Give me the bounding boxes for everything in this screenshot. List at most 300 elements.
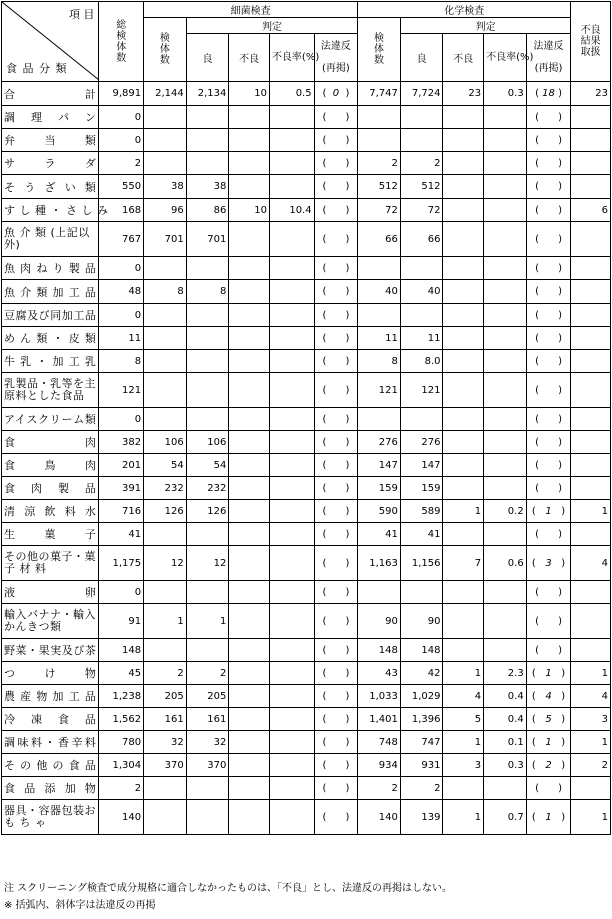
cell-b-rate xyxy=(269,477,314,500)
chem-violation-cell: ( ) xyxy=(526,604,571,639)
chem-violation-cell: ( 1 ) xyxy=(526,500,571,523)
cell-b-rate xyxy=(269,546,314,581)
food-category-name: め ん 類 ・ 皮 類 xyxy=(2,327,99,350)
food-category-name: 液 卵 xyxy=(2,581,99,604)
cell-b-good xyxy=(186,350,229,373)
cell-b-bad xyxy=(229,662,270,685)
cell-c-good: 2 xyxy=(400,777,443,800)
cell-b-rate xyxy=(269,581,314,604)
cell-c-rate: 0.4 xyxy=(484,685,527,708)
cell-b-good: 54 xyxy=(186,454,229,477)
total-bact-rate: 0.5 xyxy=(269,82,314,106)
cell-b-good: 161 xyxy=(186,708,229,731)
cell-c-good: 139 xyxy=(400,800,443,835)
cell-c-good: 90 xyxy=(400,604,443,639)
cell-total: 0 xyxy=(99,106,144,129)
cell-result xyxy=(571,257,611,280)
cell-result xyxy=(571,152,611,175)
bact-violation-cell: ( ) xyxy=(314,454,358,477)
cell-c-n: 66 xyxy=(358,222,401,257)
cell-c-good: 931 xyxy=(400,754,443,777)
cell-c-rate xyxy=(484,222,527,257)
bact-rate-header: 不良率(%) xyxy=(269,34,314,82)
cell-c-rate xyxy=(484,604,527,639)
cell-total: 382 xyxy=(99,431,144,454)
cell-c-good: 512 xyxy=(400,175,443,199)
cell-b-n: 205 xyxy=(144,685,187,708)
cell-b-good: 701 xyxy=(186,222,229,257)
cell-result xyxy=(571,129,611,152)
cell-c-n: 934 xyxy=(358,754,401,777)
table-row xyxy=(2,546,611,581)
cell-result: 1 xyxy=(571,731,611,754)
cell-b-good: 2 xyxy=(186,662,229,685)
cell-c-n: 748 xyxy=(358,731,401,754)
cell-b-good xyxy=(186,129,229,152)
cell-b-n xyxy=(144,523,187,546)
cell-c-bad xyxy=(443,373,484,408)
cell-result: 2 xyxy=(571,754,611,777)
cell-c-good xyxy=(400,304,443,327)
cell-b-rate xyxy=(269,800,314,835)
cell-c-bad xyxy=(443,777,484,800)
food-category-name: 輸入バナナ・輸入かんきつ類 xyxy=(2,604,99,639)
cell-total: 8 xyxy=(99,350,144,373)
cell-total: 1,175 xyxy=(99,546,144,581)
cell-c-n xyxy=(358,129,401,152)
food-category-name: 食 肉 製 品 xyxy=(2,477,99,500)
cell-b-bad xyxy=(229,222,270,257)
bact-violation-cell: ( ) xyxy=(314,754,358,777)
cell-c-good xyxy=(400,129,443,152)
bact-judgment-header: 判定 xyxy=(186,18,358,34)
cell-b-good: 232 xyxy=(186,477,229,500)
total-chem-good: 7,724 xyxy=(400,82,443,106)
chem-violation-cell: ( 2 ) xyxy=(526,754,571,777)
cell-c-n: 43 xyxy=(358,662,401,685)
cell-b-bad xyxy=(229,604,270,639)
cell-c-rate: 0.7 xyxy=(484,800,527,835)
cell-b-bad xyxy=(229,350,270,373)
cell-b-rate xyxy=(269,152,314,175)
cell-c-rate xyxy=(484,639,527,662)
cell-b-bad xyxy=(229,754,270,777)
cell-b-bad xyxy=(229,129,270,152)
bact-violation-cell: ( ) xyxy=(314,199,358,222)
cell-result xyxy=(571,581,611,604)
cell-c-n: 41 xyxy=(358,523,401,546)
cell-total: 391 xyxy=(99,477,144,500)
cell-result xyxy=(571,431,611,454)
cell-c-n: 2 xyxy=(358,152,401,175)
cell-c-good: 121 xyxy=(400,373,443,408)
table-row xyxy=(2,581,611,604)
cell-c-n: 40 xyxy=(358,280,401,304)
cell-c-good: 42 xyxy=(400,662,443,685)
food-category-name: 農 産 物 加 工 品 xyxy=(2,685,99,708)
bact-violation-cell: ( ) xyxy=(314,604,358,639)
food-category-name: 魚介類加工品 xyxy=(2,280,99,304)
cell-b-rate xyxy=(269,408,314,431)
chem-violation-cell: ( ) xyxy=(526,639,571,662)
chem-violation-cell: ( ) xyxy=(526,350,571,373)
cell-b-good xyxy=(186,106,229,129)
bact-violation-cell: ( ) xyxy=(314,777,358,800)
header-diagonal-cell xyxy=(2,2,99,82)
table-row xyxy=(2,777,611,800)
food-category-name: 乳製品・乳等を主原料とした食品 xyxy=(2,373,99,408)
cell-b-rate xyxy=(269,500,314,523)
cell-c-rate: 0.6 xyxy=(484,546,527,581)
cell-total: 148 xyxy=(99,639,144,662)
cell-c-good xyxy=(400,408,443,431)
cell-b-rate xyxy=(269,731,314,754)
chem-violation-cell: ( ) xyxy=(526,222,571,257)
cell-result xyxy=(571,350,611,373)
cell-c-rate: 0.4 xyxy=(484,708,527,731)
cell-c-n: 1,033 xyxy=(358,685,401,708)
bact-violation-cell: ( ) xyxy=(314,257,358,280)
cell-total: 168 xyxy=(99,199,144,222)
cell-c-bad xyxy=(443,106,484,129)
cell-c-n: 90 xyxy=(358,604,401,639)
cell-c-good: 747 xyxy=(400,731,443,754)
cell-b-n: 32 xyxy=(144,731,187,754)
bact-violation-cell: ( ) xyxy=(314,731,358,754)
cell-c-rate xyxy=(484,304,527,327)
cell-c-n xyxy=(358,408,401,431)
cell-b-bad: 10 xyxy=(229,199,270,222)
cell-result xyxy=(571,408,611,431)
cell-c-bad xyxy=(443,175,484,199)
cell-c-rate xyxy=(484,373,527,408)
table-row xyxy=(2,523,611,546)
food-category-name: 魚 介 類 (上記以外) xyxy=(2,222,99,257)
bact-violation-cell: ( ) xyxy=(314,280,358,304)
cell-total: 1,238 xyxy=(99,685,144,708)
cell-b-good: 1 xyxy=(186,604,229,639)
cell-c-good: 1,396 xyxy=(400,708,443,731)
inspection-results-table xyxy=(1,1,611,835)
cell-result xyxy=(571,639,611,662)
cell-c-good xyxy=(400,581,443,604)
cell-b-rate xyxy=(269,523,314,546)
table-row xyxy=(2,754,611,777)
cell-b-n: 2 xyxy=(144,662,187,685)
cell-total: 0 xyxy=(99,304,144,327)
cell-result xyxy=(571,280,611,304)
cell-result xyxy=(571,604,611,639)
bact-violation-cell: ( ) xyxy=(314,431,358,454)
chem-violation-cell: ( ) xyxy=(526,431,571,454)
cell-c-good: 148 xyxy=(400,639,443,662)
violation-count: 1 xyxy=(545,736,552,748)
bact-violation-cell: ( ) xyxy=(314,523,358,546)
cell-b-good xyxy=(186,581,229,604)
cell-total: 121 xyxy=(99,373,144,408)
cell-b-n xyxy=(144,800,187,835)
cell-c-good: 1,156 xyxy=(400,546,443,581)
cell-b-rate xyxy=(269,373,314,408)
cell-b-rate xyxy=(269,708,314,731)
cell-b-good xyxy=(186,523,229,546)
cell-b-n: 1 xyxy=(144,604,187,639)
cell-b-rate xyxy=(269,604,314,639)
cell-c-n: 1,163 xyxy=(358,546,401,581)
chem-violation-header: 法違反 (再掲) xyxy=(526,34,571,82)
cell-c-n: 2 xyxy=(358,777,401,800)
food-category-name: 食 肉 xyxy=(2,431,99,454)
cell-b-good xyxy=(186,777,229,800)
cell-b-n xyxy=(144,304,187,327)
cell-b-good xyxy=(186,373,229,408)
cell-total: 1,562 xyxy=(99,708,144,731)
bact-violation-cell: ( ) xyxy=(314,222,358,257)
total-chem-bad: 23 xyxy=(443,82,484,106)
cell-b-n: 232 xyxy=(144,477,187,500)
cell-b-bad xyxy=(229,280,270,304)
cell-b-bad xyxy=(229,800,270,835)
food-category-name: 器具・容器包装お も ち ゃ xyxy=(2,800,99,835)
cell-c-rate xyxy=(484,129,527,152)
cell-b-bad xyxy=(229,408,270,431)
cell-c-n xyxy=(358,106,401,129)
cell-b-bad xyxy=(229,546,270,581)
bact-violation-cell: ( ) xyxy=(314,581,358,604)
cell-c-rate: 0.1 xyxy=(484,731,527,754)
cell-b-rate xyxy=(269,327,314,350)
bact-violation-cell: ( ) xyxy=(314,175,358,199)
cell-b-n: 12 xyxy=(144,546,187,581)
cell-c-bad xyxy=(443,454,484,477)
cell-b-bad xyxy=(229,477,270,500)
table-row xyxy=(2,431,611,454)
cell-b-good xyxy=(186,639,229,662)
cell-b-bad xyxy=(229,152,270,175)
cell-b-n xyxy=(144,106,187,129)
cell-b-n xyxy=(144,408,187,431)
cell-c-n: 121 xyxy=(358,373,401,408)
cell-c-rate xyxy=(484,777,527,800)
food-category-name: す し 種 ・ さ し み xyxy=(2,199,99,222)
item-label: 項 目 xyxy=(68,8,95,21)
table-row xyxy=(2,327,611,350)
table-row xyxy=(2,662,611,685)
cell-c-n: 159 xyxy=(358,477,401,500)
cell-b-n: 54 xyxy=(144,454,187,477)
chem-violation-cell: ( ) xyxy=(526,327,571,350)
cell-b-rate xyxy=(269,454,314,477)
bact-violation-header: 法違反 (再掲) xyxy=(314,34,358,82)
bact-violation-cell: ( ) xyxy=(314,639,358,662)
cell-b-bad xyxy=(229,304,270,327)
chem-violation-cell: ( 5 ) xyxy=(526,708,571,731)
cell-c-n: 11 xyxy=(358,327,401,350)
bact-violation-cell: ( ) xyxy=(314,662,358,685)
cell-b-bad xyxy=(229,327,270,350)
cell-c-bad xyxy=(443,280,484,304)
cell-c-bad: 1 xyxy=(443,662,484,685)
cell-b-good: 8 xyxy=(186,280,229,304)
cell-c-rate xyxy=(484,523,527,546)
food-category-name: 冷 凍 食 品 xyxy=(2,708,99,731)
cell-result: 1 xyxy=(571,662,611,685)
chem-violation-cell: ( ) xyxy=(526,581,571,604)
cell-c-good xyxy=(400,106,443,129)
cell-b-n xyxy=(144,327,187,350)
bact-samples-header: 検体数 xyxy=(144,18,187,82)
cell-c-bad xyxy=(443,152,484,175)
cell-c-good xyxy=(400,257,443,280)
total-bact-bad: 10 xyxy=(229,82,270,106)
cell-b-bad xyxy=(229,373,270,408)
cell-c-bad xyxy=(443,199,484,222)
total-count: 9,891 xyxy=(99,82,144,106)
bact-violation-cell: ( ) xyxy=(314,304,358,327)
cell-c-bad: 1 xyxy=(443,800,484,835)
table-row xyxy=(2,454,611,477)
bact-good-header: 良 xyxy=(186,34,229,82)
cell-b-good xyxy=(186,800,229,835)
total-bact-samples: 2,144 xyxy=(144,82,187,106)
chem-violation-cell: ( ) xyxy=(526,257,571,280)
table-row xyxy=(2,304,611,327)
table-row xyxy=(2,280,611,304)
cell-b-bad xyxy=(229,523,270,546)
bact-violation-cell: ( ) xyxy=(314,350,358,373)
total-bact-good: 2,134 xyxy=(186,82,229,106)
cell-c-rate xyxy=(484,199,527,222)
cell-c-bad: 7 xyxy=(443,546,484,581)
cell-b-n: 106 xyxy=(144,431,187,454)
table-row xyxy=(2,800,611,835)
cell-c-rate: 2.3 xyxy=(484,662,527,685)
cell-c-n: 147 xyxy=(358,454,401,477)
cell-result: 3 xyxy=(571,708,611,731)
cell-b-rate xyxy=(269,685,314,708)
cell-c-bad xyxy=(443,408,484,431)
table-row xyxy=(2,350,611,373)
cell-b-bad xyxy=(229,708,270,731)
cell-c-n: 276 xyxy=(358,431,401,454)
cell-total: 0 xyxy=(99,129,144,152)
chem-violation-cell: ( 1 ) xyxy=(526,731,571,754)
cell-b-bad xyxy=(229,500,270,523)
cell-b-good: 86 xyxy=(186,199,229,222)
cell-c-n: 140 xyxy=(358,800,401,835)
cell-result xyxy=(571,454,611,477)
violation-count: 3 xyxy=(545,557,552,569)
cell-c-good: 66 xyxy=(400,222,443,257)
chem-violation-cell: ( 1 ) xyxy=(526,800,571,835)
cell-b-bad xyxy=(229,639,270,662)
table-row xyxy=(2,477,611,500)
total-chem-rate: 0.3 xyxy=(484,82,527,106)
cell-c-n: 590 xyxy=(358,500,401,523)
chem-violation-cell: ( ) xyxy=(526,373,571,408)
cell-total: 91 xyxy=(99,604,144,639)
cell-b-n: 370 xyxy=(144,754,187,777)
cell-c-n xyxy=(358,581,401,604)
footnote-screening: 注 スクリーニング検査で成分規格に適合しなかったものは、「不良」とし、法違反の再掲はしない。 xyxy=(4,883,452,894)
cell-c-good: 41 xyxy=(400,523,443,546)
cell-result xyxy=(571,523,611,546)
cell-result: 1 xyxy=(571,500,611,523)
cell-b-n xyxy=(144,350,187,373)
cell-c-bad xyxy=(443,350,484,373)
cell-b-good xyxy=(186,304,229,327)
bact-violation-cell: ( ) xyxy=(314,106,358,129)
table-row xyxy=(2,500,611,523)
table-row xyxy=(2,257,611,280)
chem-bad-header: 不良 xyxy=(443,34,484,82)
cell-c-rate xyxy=(484,581,527,604)
cell-c-rate xyxy=(484,280,527,304)
chem-violation-cell: ( 3 ) xyxy=(526,546,571,581)
cell-c-rate xyxy=(484,327,527,350)
cell-c-rate xyxy=(484,350,527,373)
cell-c-bad xyxy=(443,257,484,280)
cell-result xyxy=(571,373,611,408)
chem-violation-cell: ( ) xyxy=(526,777,571,800)
cell-b-n xyxy=(144,581,187,604)
chem-violation-cell: ( ) xyxy=(526,129,571,152)
cell-c-bad xyxy=(443,523,484,546)
food-category-name: 魚肉ねり製品 xyxy=(2,257,99,280)
chem-violation-cell: ( ) xyxy=(526,106,571,129)
cell-b-good: 32 xyxy=(186,731,229,754)
cell-result xyxy=(571,222,611,257)
bact-violation-cell: ( ) xyxy=(314,546,358,581)
cell-b-n: 701 xyxy=(144,222,187,257)
cell-c-rate xyxy=(484,257,527,280)
food-category-name: 弁 当 類 xyxy=(2,129,99,152)
cell-c-good: 11 xyxy=(400,327,443,350)
cell-b-bad xyxy=(229,106,270,129)
cell-result: 1 xyxy=(571,800,611,835)
table-row xyxy=(2,373,611,408)
cell-b-good xyxy=(186,152,229,175)
cell-b-n xyxy=(144,257,187,280)
cell-c-rate xyxy=(484,431,527,454)
cell-c-bad xyxy=(443,477,484,500)
cell-b-good: 106 xyxy=(186,431,229,454)
cell-total: 140 xyxy=(99,800,144,835)
cell-c-good: 8.0 xyxy=(400,350,443,373)
food-category-name: 豆腐及び同加工品 xyxy=(2,304,99,327)
table-row xyxy=(2,685,611,708)
food-category-name: 調 理 パ ン xyxy=(2,106,99,129)
cell-total: 45 xyxy=(99,662,144,685)
food-category-name: 生 菓 子 xyxy=(2,523,99,546)
cell-c-rate xyxy=(484,454,527,477)
bact-violation-cell: ( ) xyxy=(314,685,358,708)
table-row xyxy=(2,731,611,754)
cell-result: 4 xyxy=(571,685,611,708)
cell-total: 2 xyxy=(99,152,144,175)
cell-b-bad xyxy=(229,175,270,199)
cell-b-n xyxy=(144,373,187,408)
footnote-parentheses: ※ 括弧内、斜体字は法違反の再掲 xyxy=(4,900,156,911)
cell-total: 201 xyxy=(99,454,144,477)
cell-b-good xyxy=(186,408,229,431)
cell-c-n: 8 xyxy=(358,350,401,373)
chem-judgment-header: 判定 xyxy=(400,18,571,34)
cell-result xyxy=(571,777,611,800)
bact-bad-header: 不良 xyxy=(229,34,270,82)
chem-violation-cell: ( ) xyxy=(526,280,571,304)
chem-rate-header: 不良率(%) xyxy=(484,34,527,82)
